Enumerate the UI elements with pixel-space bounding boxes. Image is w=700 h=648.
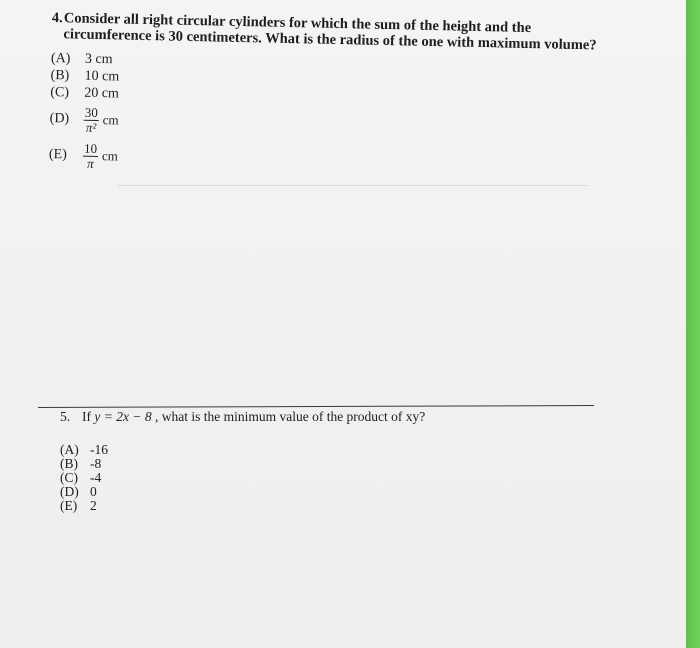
question-text-end: , what is the minimum value of the product of xy?: [151, 409, 426, 424]
choice-letter: (E): [48, 146, 68, 163]
fraction: [83, 141, 99, 170]
fraction-denominator: π: [86, 155, 94, 171]
answer-choices: [49, 50, 611, 185]
question-4-stem: [51, 10, 612, 54]
faint-rule: [118, 185, 588, 186]
question-text-start: If: [82, 409, 95, 424]
fraction-numerator: 30: [84, 104, 99, 120]
choice-value: -4: [90, 470, 102, 485]
equation: y = 2x − 8: [94, 409, 152, 424]
choice-b: [60, 457, 580, 471]
fraction-denominator: π²: [85, 119, 97, 135]
choice-d: [60, 485, 580, 499]
choice-letter: (C): [60, 470, 78, 485]
choice-c: [60, 471, 580, 485]
question-5-stem: [60, 409, 580, 425]
question-text: Consider all right circular cylinders for which the sum of the height and the circumference is 30 centimeters. What is the radius of the one with maximum volume?: [63, 10, 597, 54]
fraction-numerator: 10: [83, 140, 98, 156]
choice-value: 2: [90, 498, 97, 513]
question-number: 4.: [51, 10, 63, 27]
answer-choices: [60, 443, 580, 513]
choice-value: -8: [90, 456, 102, 471]
green-background-edge: [686, 0, 700, 648]
fraction: [83, 105, 99, 134]
question-5: [60, 409, 580, 513]
choice-e: [60, 499, 580, 513]
choice-value: 10 cm: [84, 68, 120, 84]
question-4: [49, 10, 612, 185]
choice-a: [60, 443, 580, 457]
choice-letter: (D): [60, 484, 79, 499]
choice-letter: (E): [60, 498, 78, 513]
section-divider: [38, 405, 594, 408]
unit-label: cm: [102, 112, 119, 128]
question-number: 5.: [60, 409, 71, 424]
choice-letter: (A): [60, 442, 79, 457]
question-text: [82, 409, 425, 425]
unit-label: cm: [101, 148, 119, 164]
choice-letter: (B): [60, 456, 78, 471]
choice-letter: (D): [49, 110, 70, 127]
choice-value: -16: [90, 442, 108, 457]
choice-letter: (C): [50, 84, 70, 100]
choice-value: 20 cm: [84, 85, 120, 101]
choice-letter: (A): [50, 50, 71, 66]
choice-letter: (B): [50, 67, 70, 83]
choice-value: 0: [90, 484, 97, 499]
choice-value: 3 cm: [84, 51, 113, 67]
